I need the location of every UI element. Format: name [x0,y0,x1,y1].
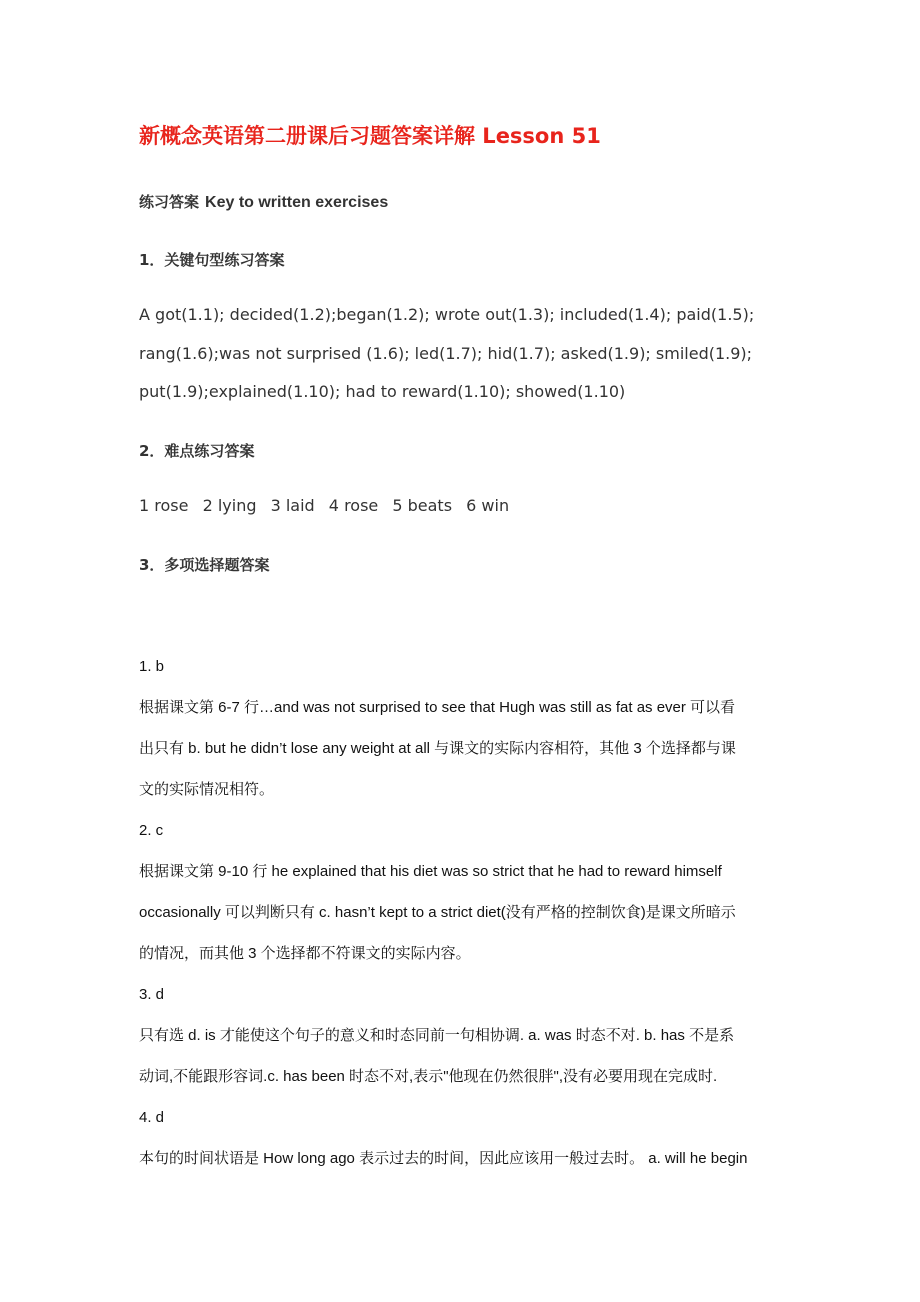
section2-answers [139,496,518,515]
mc-explanation-line: 文的实际情况相符。 [139,781,275,798]
key-heading [139,191,388,212]
answer-item: 2 lying [202,496,257,515]
answer-item: 6 win [466,496,510,515]
mc-question-3 [139,974,799,1097]
key-heading-en: Key to written exercises [205,194,389,211]
mc-answer-label: 4. d [139,1109,165,1126]
mc-answer-label: 2. c [139,822,164,839]
mc-explanation-line: 只有选 d. is 才能使这个句子的意义和时态同前一句相协调. a. was 时态不对. b. has 不是系 [139,1027,735,1044]
mc-explanation-line: 本句的时间状语是 How long ago 表示过去的时间，因此应该用一般过去时。 a. will he begin [139,1150,748,1167]
section2-heading: 2．难点练习答案 [139,442,255,460]
mc-explanation-line: 的情况，而其他 3 个选择都不符课文的实际内容。 [139,945,471,962]
mc-explanation-line: occasionally 可以判断只有 c. hasn’t kept to a strict diet(没有严格的控制饮食)是课文所暗示 [139,904,736,921]
section1-line: rang(1.6);was not surprised (1.6); led(1.7); hid(1.7); asked(1.9); smiled(1.9); [139,344,753,363]
section1-heading: 1．关键句型练习答案 [139,251,285,269]
section3-heading: 3．多项选择题答案 [139,556,270,574]
answer-item: 3 laid [270,496,315,515]
mc-explanation-line: 出只有 b. but he didn’t lose any weight at all 与课文的实际内容相符，其他 3 个选择都与课 [139,740,736,757]
mc-answer-label: 1. b [139,658,165,675]
answer-item: 4 rose [328,496,379,515]
section1-line: A got(1.1); decided(1.2);began(1.2); wrote out(1.3); included(1.4); paid(1.5); [139,305,755,324]
mc-explanation-line: 根据课文第 9-10 行 he explained that his diet was so strict that he had to reward himself [139,863,722,880]
mc-answer-label: 3. d [139,986,165,1003]
answer-item: 1 rose [139,496,189,515]
mc-question-2 [139,810,799,974]
mc-explanation-line: 动词,不能跟形容词.c. has been 时态不对,表示"他现在仍然很胖",没有必要用现在完成时. [139,1068,718,1085]
answer-item: 5 beats [392,496,453,515]
key-heading-cn: 练习答案 [139,193,200,211]
document-title: 新概念英语第二册课后习题答案详解 Lesson 51 [139,124,601,148]
mc-question-1 [139,646,799,810]
section1-line: put(1.9);explained(1.10); had to reward(1.10); showed(1.10) [139,382,626,401]
mc-question-4 [139,1097,799,1179]
mc-explanation-line: 根据课文第 6-7 行…and was not surprised to see that Hugh was still as fat as ever 可以看 [139,699,736,716]
